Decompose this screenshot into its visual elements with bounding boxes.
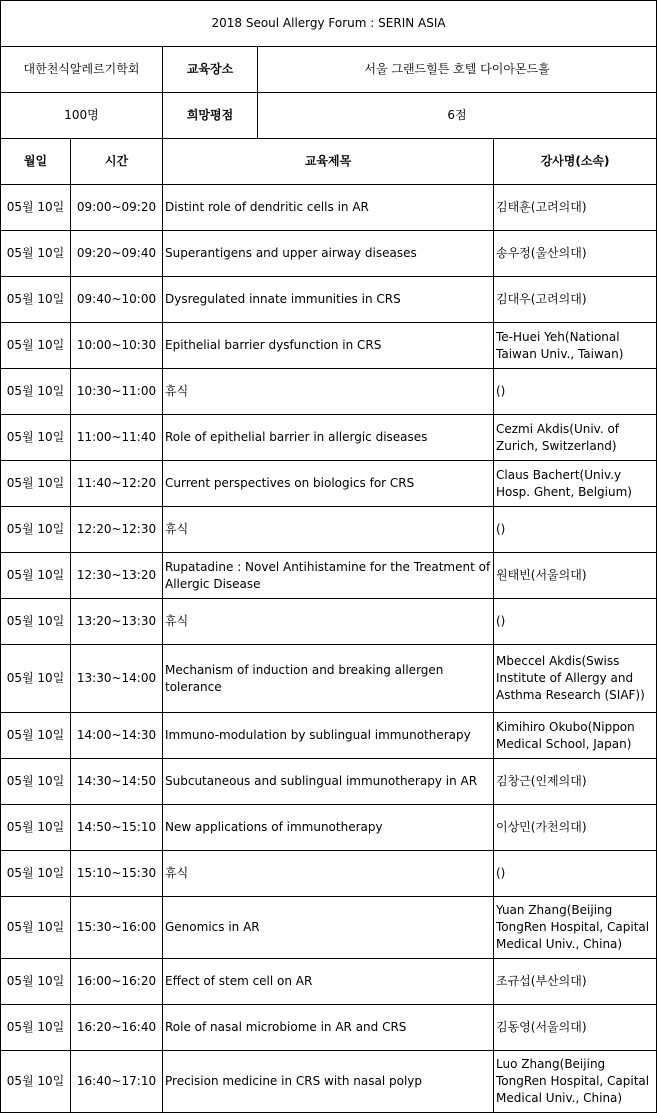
row-speaker: Cezmi Akdis(Univ. of Zurich, Switzerland) (494, 415, 657, 461)
row-date: 05월 10일 (1, 323, 71, 369)
row-date: 05월 10일 (1, 645, 71, 713)
row-title: 휴식 (163, 369, 494, 415)
row-time: 09:20~09:40 (71, 231, 163, 277)
row-time: 14:30~14:50 (71, 759, 163, 805)
venue: 서울 그랜드힐튼 호텔 다이아몬드홀 (258, 47, 657, 93)
table-row (1, 897, 657, 959)
table-row (1, 1051, 657, 1113)
row-time: 16:20~16:40 (71, 1005, 163, 1051)
table-row (1, 415, 657, 461)
column-header-time: 시간 (71, 139, 163, 185)
row-date: 05월 10일 (1, 599, 71, 645)
row-speaker: 송우정(울산의대) (494, 231, 657, 277)
table-row (1, 461, 657, 507)
row-speaker: Claus Bachert(Univ.y Hosp. Ghent, Belgium) (494, 461, 657, 507)
row-title: Mechanism of induction and breaking allergen tolerance (163, 645, 494, 713)
forum-title: 2018 Seoul Allergy Forum : SERIN ASIA (1, 1, 657, 47)
row-time: 12:30~13:20 (71, 553, 163, 599)
table-row (1, 553, 657, 599)
table-row (1, 1005, 657, 1051)
row-speaker: 김대우(고려의대) (494, 277, 657, 323)
credits-label: 희망평점 (163, 93, 258, 139)
row-speaker: () (494, 507, 657, 553)
row-title: Superantigens and upper airway diseases (163, 231, 494, 277)
row-speaker: 김창근(인제의대) (494, 759, 657, 805)
row-speaker: () (494, 369, 657, 415)
row-title: 휴식 (163, 599, 494, 645)
table-row (1, 323, 657, 369)
row-time: 13:30~14:00 (71, 645, 163, 713)
table-row (1, 507, 657, 553)
row-date: 05월 10일 (1, 759, 71, 805)
row-date: 05월 10일 (1, 959, 71, 1005)
venue-label: 교육장소 (163, 47, 258, 93)
table-row (1, 959, 657, 1005)
row-date: 05월 10일 (1, 851, 71, 897)
row-time: 14:00~14:30 (71, 713, 163, 759)
row-title: Epithelial barrier dysfunction in CRS (163, 323, 494, 369)
row-date: 05월 10일 (1, 185, 71, 231)
row-speaker: 이상민(가천의대) (494, 805, 657, 851)
row-speaker: () (494, 851, 657, 897)
column-header-speaker: 강사명(소속) (494, 139, 657, 185)
row-date: 05월 10일 (1, 369, 71, 415)
row-time: 12:20~12:30 (71, 507, 163, 553)
row-date: 05월 10일 (1, 461, 71, 507)
row-date: 05월 10일 (1, 507, 71, 553)
row-time: 09:40~10:00 (71, 277, 163, 323)
row-time: 16:40~17:10 (71, 1051, 163, 1113)
row-time: 10:00~10:30 (71, 323, 163, 369)
table-row (1, 645, 657, 713)
row-title: Distint role of dendritic cells in AR (163, 185, 494, 231)
row-time: 11:00~11:40 (71, 415, 163, 461)
table-row (1, 277, 657, 323)
table-row (1, 713, 657, 759)
table-row (1, 851, 657, 897)
column-header-title: 교육제목 (163, 139, 494, 185)
row-date: 05월 10일 (1, 415, 71, 461)
row-date: 05월 10일 (1, 713, 71, 759)
row-date: 05월 10일 (1, 805, 71, 851)
credits: 6점 (258, 93, 657, 139)
row-date: 05월 10일 (1, 231, 71, 277)
capacity: 100명 (1, 93, 163, 139)
row-title: 휴식 (163, 851, 494, 897)
row-title: Precision medicine in CRS with nasal polyp (163, 1051, 494, 1113)
organizer: 대한천식알레르기학회 (1, 47, 163, 93)
row-title: Current perspectives on biologics for CRS (163, 461, 494, 507)
row-date: 05월 10일 (1, 277, 71, 323)
table-row (1, 805, 657, 851)
row-time: 14:50~15:10 (71, 805, 163, 851)
row-speaker: Yuan Zhang(Beijing TongRen Hospital, Capital Medical Univ., China) (494, 897, 657, 959)
row-speaker: 조규섭(부산의대) (494, 959, 657, 1005)
row-title: Subcutaneous and sublingual immunotherapy in AR (163, 759, 494, 805)
row-title: New applications of immunotherapy (163, 805, 494, 851)
row-time: 15:30~16:00 (71, 897, 163, 959)
table-row (1, 185, 657, 231)
row-title: Dysregulated innate immunities in CRS (163, 277, 494, 323)
row-time: 11:40~12:20 (71, 461, 163, 507)
row-time: 16:00~16:20 (71, 959, 163, 1005)
row-time: 13:20~13:30 (71, 599, 163, 645)
row-speaker: 김동영(서울의대) (494, 1005, 657, 1051)
row-date: 05월 10일 (1, 553, 71, 599)
table-row (1, 599, 657, 645)
row-speaker: Te-Huei Yeh(National Taiwan Univ., Taiwan) (494, 323, 657, 369)
row-time: 10:30~11:00 (71, 369, 163, 415)
row-title: Effect of stem cell on AR (163, 959, 494, 1005)
row-speaker: () (494, 599, 657, 645)
table-row (1, 231, 657, 277)
row-speaker: Mbeccel Akdis(Swiss Institute of Allergy and Asthma Research (SIAF)) (494, 645, 657, 713)
table-row (1, 369, 657, 415)
column-header-date: 월일 (1, 139, 71, 185)
row-title: Genomics in AR (163, 897, 494, 959)
row-time: 09:00~09:20 (71, 185, 163, 231)
row-date: 05월 10일 (1, 1051, 71, 1113)
row-title: Immuno-modulation by sublingual immunotherapy (163, 713, 494, 759)
row-title: Role of nasal microbiome in AR and CRS (163, 1005, 494, 1051)
row-title: Role of epithelial barrier in allergic diseases (163, 415, 494, 461)
row-date: 05월 10일 (1, 1005, 71, 1051)
row-title: Rupatadine : Novel Antihistamine for the Treatment of Allergic Disease (163, 553, 494, 599)
row-title: 휴식 (163, 507, 494, 553)
row-speaker: 원태빈(서울의대) (494, 553, 657, 599)
row-speaker: 김태훈(고려의대) (494, 185, 657, 231)
row-time: 15:10~15:30 (71, 851, 163, 897)
row-speaker: Luo Zhang(Beijing TongRen Hospital, Capital Medical Univ., China) (494, 1051, 657, 1113)
row-date: 05월 10일 (1, 897, 71, 959)
row-speaker: Kimihiro Okubo(Nippon Medical School, Japan) (494, 713, 657, 759)
table-row (1, 759, 657, 805)
